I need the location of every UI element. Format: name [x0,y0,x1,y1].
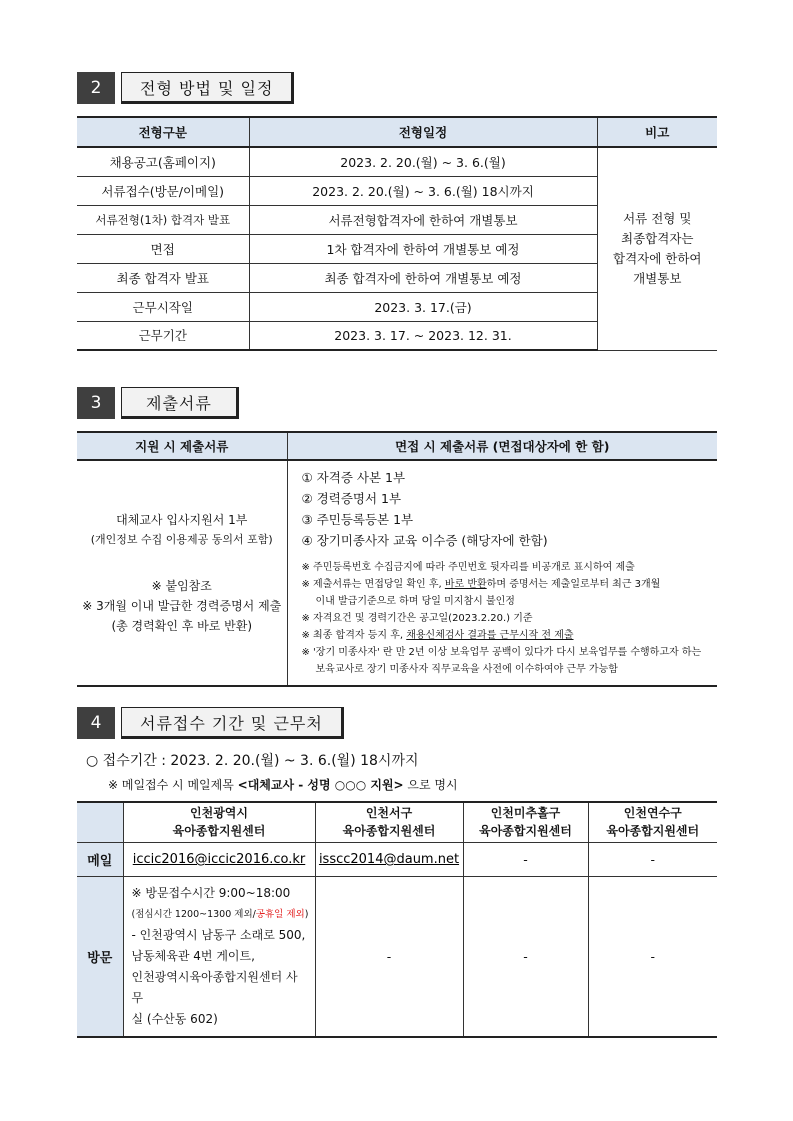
note-line: ※ 자격요건 및 경력기간은 공고일(2023.2.20.) 기준 [301,613,533,624]
apply-doc-line: (총 경력확인 후 바로 반환) [111,619,253,633]
table-cell: - [463,876,588,1037]
email-link-incheon[interactable]: iccic2016@iccic2016.co.kr [132,852,306,867]
table-cell: 면접 [77,234,249,263]
table-cell: 2023. 2. 20.(월) ~ 3. 6.(월) 18시까지 [249,176,597,205]
visit-line: ※ 방문접수시간 9:00~18:00 [131,885,291,900]
table-cell: 1차 합격자에 한하여 개별통보 예정 [249,234,597,263]
note-line: 합격자에 한하여 [613,250,702,266]
interview-docs-cell [287,460,717,686]
visit-line: 실 (수산동 602) [131,1011,218,1026]
apply-doc-line: 대체교사 입사지원서 1부 [116,513,248,527]
centers-table [77,801,717,1038]
table-cell: - [588,842,717,876]
center-header: 인천서구 육아종합지원센터 [315,802,463,842]
table-cell: 근무기간 [77,321,249,350]
center-header: 인천광역시 육아종합지원센터 [123,802,315,842]
visit-line: 인천광역시육아종합지원센터 사무 [131,969,298,1005]
section-title: 서류접수 기간 및 근무처 [121,707,344,739]
documents-table [77,431,717,687]
visit-line: 남동체육관 4번 게이트, [131,948,255,963]
row-label-visit: 방문 [77,876,123,1037]
section-number: 3 [77,387,115,419]
note-line: 개별통보 [633,270,682,286]
table-cell: 근무시작일 [77,292,249,321]
apply-doc-line: ※ 3개월 이내 발급한 경력증명서 제출 [82,599,282,613]
note-line: ※ 제출서류는 면접당일 확인 후, 바로 반환하며 증명서는 제출일로부터 최근 3개월 [301,579,661,590]
section-title: 제출서류 [121,387,239,419]
note-line: ※ '장기 미종사자' 란 만 2년 이상 보육업무 공백이 있다가 다시 보육업무를 수행하고자 하는 [301,647,702,658]
table-cell: 최종 합격자에 한하여 개별통보 예정 [249,263,597,292]
note-line: ※ 주민등록번호 수집금지에 따라 주민번호 뒷자리를 비공개로 표시하여 제출 [301,562,635,573]
section-number: 4 [77,707,115,739]
note-line: 이내 발급기준으로 하며 당일 미지참시 불인정 [315,596,515,607]
section-2-header [77,72,294,104]
table-cell: - [315,876,463,1037]
table-cell: - [463,842,588,876]
table-cell: - [588,876,717,1037]
section-number: 2 [77,72,115,104]
row-label-mail: 메일 [77,842,123,876]
mail-subject-note: ※ 메일접수 시 메일제목 <대체교사 - 성명 ○○○ 지원> 으로 명시 [108,778,458,792]
col-header: 전형구분 [77,117,249,147]
table-cell: 최종 합격자 발표 [77,263,249,292]
note-line: 서류 전형 및 [623,210,692,226]
table-cell: 채용공고(홈페이지) [77,147,249,176]
table-cell: 2023. 3. 17.(금) [249,292,597,321]
center-header: 인천미추홀구 육아종합지원센터 [463,802,588,842]
corner-cell [77,802,123,842]
table-cell: 서류접수(방문/이메일) [77,176,249,205]
note-line: ※ 최종 합격자 등지 후, 채용신체검사 결과를 근무시작 전 제출 [301,630,574,641]
table-cell: 2023. 3. 17. ~ 2023. 12. 31. [249,321,597,350]
email-link-seogu[interactable]: isscc2014@daum.net [318,852,460,867]
section-3-header [77,387,239,419]
col-header: 면접 시 제출서류 (면접대상자에 한 함) [287,432,717,460]
apply-doc-line: (개인정보 수집 이용제공 동의서 포함) [90,533,273,546]
col-header: 비고 [597,117,717,147]
apply-docs-cell [77,460,287,686]
section-4-header [77,707,344,739]
section-title: 전형 방법 및 일정 [121,72,294,104]
table-cell: 서류전형(1차) 합격자 발표 [77,205,249,234]
col-header: 지원 시 제출서류 [77,432,287,460]
note-cell [597,147,717,350]
apply-doc-line: ※ 붙임참조 [151,579,212,593]
interview-doc-item: ① 자격증 사본 1부 [301,470,406,485]
interview-doc-item: ② 경력증명서 1부 [301,491,402,506]
note-line: 최종합격자는 [621,230,694,246]
center-header: 인천연수구 육아종합지원센터 [588,802,717,842]
visit-line: - 인천광역시 남동구 소래로 500, [131,927,306,942]
table-cell: 2023. 2. 20.(월) ~ 3. 6.(월) [249,147,597,176]
schedule-table [77,116,717,351]
interview-doc-item: ④ 장기미종사자 교육 이수증 (해당자에 한함) [301,533,548,548]
interview-doc-item: ③ 주민등록등본 1부 [301,512,414,527]
col-header: 전형일정 [249,117,597,147]
note-line: 보육교사로 장기 미종사자 직무교육을 사전에 이수하여야 근무 가능함 [315,664,618,675]
table-cell: 서류전형합격자에 한하여 개별통보 [249,205,597,234]
application-period: ○ 접수기간 : 2023. 2. 20.(월) ~ 3. 6.(월) 18시까지 [86,753,419,769]
visit-line: (점심시간 1200~1300 제외/공휴일 제외) [131,908,309,920]
visit-info-cell [123,876,315,1037]
